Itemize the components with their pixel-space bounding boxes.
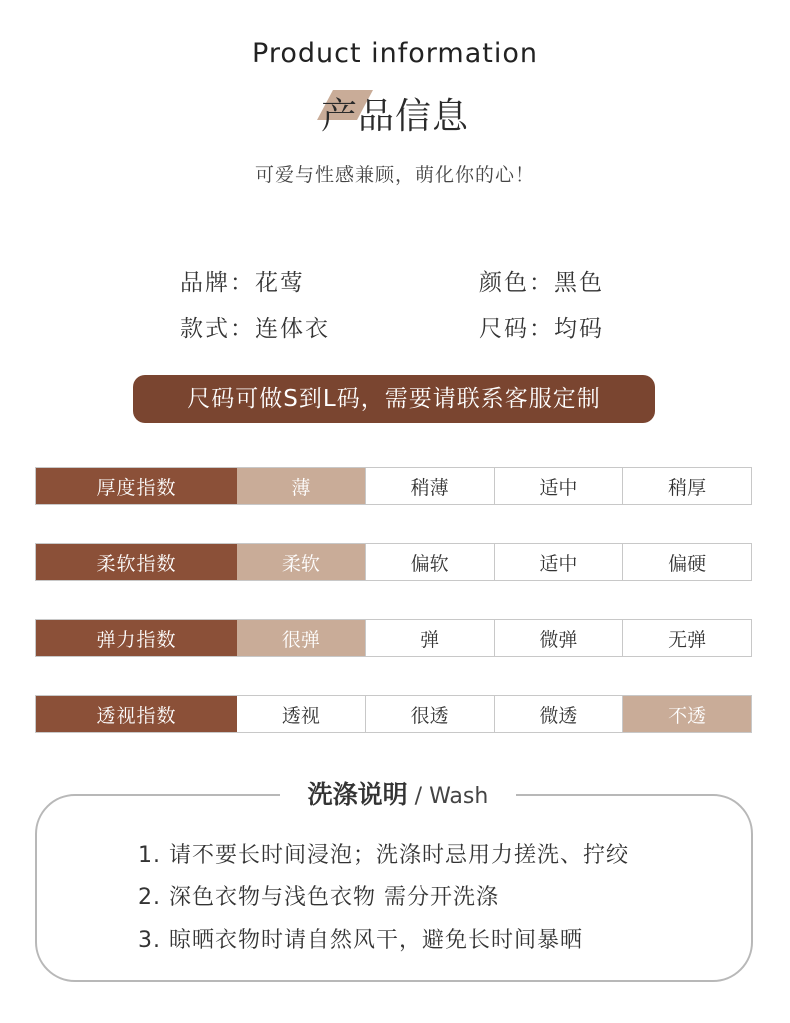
- title-chinese: [321, 88, 469, 139]
- index-option: 透视: [281, 704, 320, 727]
- wash-title: [280, 776, 516, 814]
- index-label: 透视指数: [36, 696, 237, 732]
- index-option: 偏软: [365, 544, 494, 580]
- info-style: 款式：连体衣: [180, 316, 330, 342]
- title-chinese-text: 产品信息: [320, 96, 469, 137]
- title-english: Product information: [252, 38, 538, 69]
- info-brand: 品牌：花莺: [180, 270, 305, 296]
- index-option: 弹: [365, 620, 494, 656]
- index-option: 柔软: [237, 544, 365, 580]
- wash-item: 2. 深色衣物与浅色衣物 需分开洗涤: [138, 885, 499, 910]
- index-label: 弹力指数: [36, 620, 237, 656]
- index-option: 适中: [494, 544, 623, 580]
- index-option: 稍薄: [365, 468, 494, 504]
- index-option: 微弹: [494, 620, 623, 656]
- index-option: 无弹: [622, 620, 751, 656]
- index-option: 偏硬: [622, 544, 751, 580]
- index-option: 很弹: [237, 620, 365, 656]
- index-option: 稍厚: [622, 468, 751, 504]
- custom-size-banner: 尺码可做S到L码，需要请联系客服定制: [133, 375, 655, 423]
- index-row: [35, 695, 752, 733]
- index-row: [35, 467, 752, 505]
- index-option: 很透: [365, 696, 494, 732]
- index-option: 适中: [494, 468, 623, 504]
- index-row: [35, 619, 752, 657]
- wash-title-en: / Wash: [407, 784, 489, 809]
- index-row: [35, 543, 752, 581]
- index-option: 薄: [237, 468, 365, 504]
- title-chinese-wrap: [0, 88, 790, 139]
- index-label: 柔软指数: [36, 544, 237, 580]
- wash-title-cn: 洗涤说明: [307, 780, 408, 809]
- wash-item: 3. 晾晒衣物时请自然风干，避免长时间暴晒: [138, 928, 583, 953]
- info-size: 尺码：均码: [479, 316, 604, 342]
- wash-item: 1. 请不要长时间浸泡；洗涤时忌用力搓洗、拧绞: [138, 843, 629, 868]
- index-option: 不透: [622, 696, 751, 732]
- index-label: 厚度指数: [36, 468, 237, 504]
- info-color: 颜色：黑色: [479, 270, 604, 296]
- index-option: 微透: [494, 696, 623, 732]
- subtitle: 可爱与性感兼顾，萌化你的心！: [254, 164, 535, 186]
